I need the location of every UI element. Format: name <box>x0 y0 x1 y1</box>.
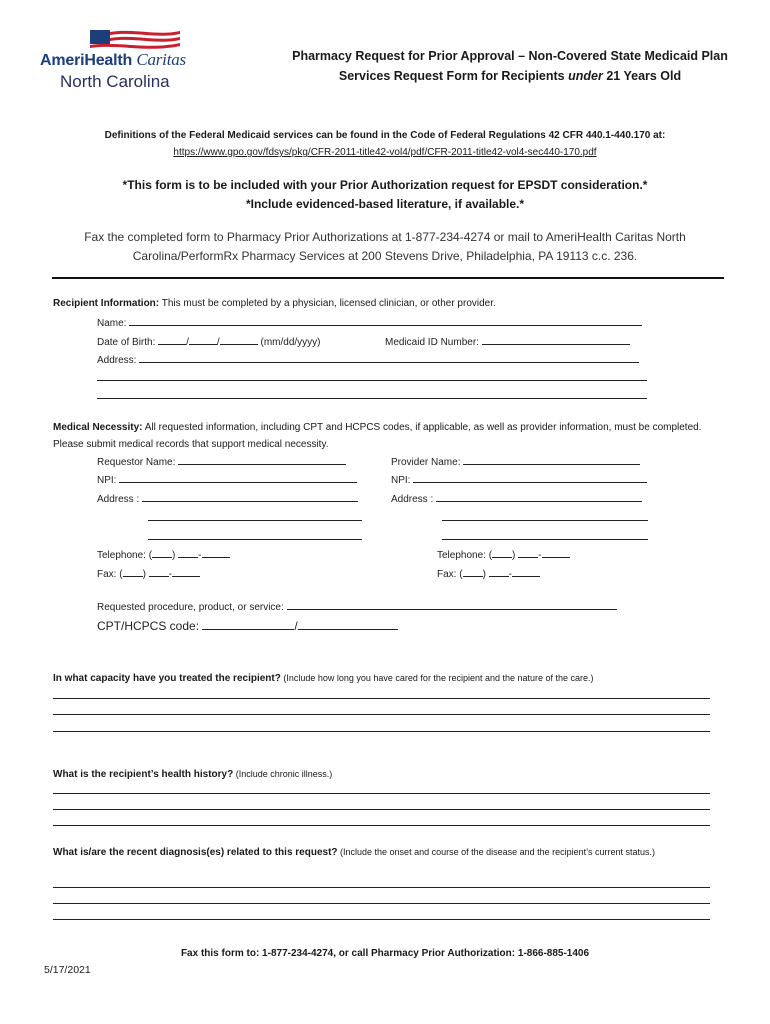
provider-address-field[interactable]: Address : <box>391 490 642 508</box>
medical-necessity-heading: Medical Necessity: All requested information, including CPT and HCPCS codes, if applicable, as well as provider information, must be completed. Please submit medical records that support medical necessity. <box>53 422 702 450</box>
provider-telephone-field[interactable]: Telephone: ( ) - <box>437 546 570 564</box>
recipient-heading: Recipient Information: This must be completed by a physician, licensed clinician, or other provider. <box>53 298 496 309</box>
cfr-link[interactable]: https://www.gpo.gov/fdsys/pkg/CFR-2011-title42-vol4/pdf/CFR-2011-title42-vol4-sec440-170.pdf <box>173 147 597 158</box>
fax-instructions-line-2: Carolina/PerformRx Pharmacy Services at 200 Stevens Drive, Philadelphia, PA 19113 c.c. 236. <box>132 249 638 263</box>
recipient-address-line-2[interactable] <box>97 369 647 387</box>
title-line-2: Services Request Form for Recipients under 21 Years Old <box>338 69 682 83</box>
cpt-hcpcs-field[interactable]: CPT/HCPCS code: / <box>97 618 398 635</box>
form-title <box>250 46 770 86</box>
amerihealth-logo <box>40 26 210 96</box>
form-date: 5/17/2021 <box>44 964 91 976</box>
footer-fax: Fax this form to: 1-877-234-4274, or call Pharmacy Prior Authorization: 1-866-885-1406 <box>180 948 590 959</box>
question-diagnosis: What is/are the recent diagnosis(es) related to this request? (Include the onset and course of the disease and the recipient’s current status.) <box>53 847 656 858</box>
answer-line[interactable] <box>53 919 710 920</box>
flag-icon <box>88 30 182 52</box>
answer-line[interactable] <box>53 714 710 715</box>
question-capacity: In what capacity have you treated the recipient? (Include how long you have cared for the recipient and the nature of the care.) <box>53 673 594 684</box>
answer-line[interactable] <box>53 698 710 699</box>
answer-line[interactable] <box>53 809 710 810</box>
requestor-address-line-3[interactable] <box>148 528 362 546</box>
notice-line-2: *Include evidenced-based literature, if available.* <box>245 197 525 211</box>
brand-main: AmeriHealth <box>40 52 133 69</box>
title-line-1: Pharmacy Request for Prior Approval – Non-Covered State Medicaid Plan <box>292 49 728 63</box>
notice-line-1: *This form is to be included with your Prior Authorization request for EPSDT consideration.* <box>122 178 648 192</box>
fax-instructions <box>40 228 730 266</box>
provider-name-field[interactable]: Provider Name: <box>391 453 640 471</box>
recipient-address-line-3[interactable] <box>97 387 647 405</box>
answer-line[interactable] <box>53 825 710 826</box>
question-health-history: What is the recipient’s health history? (Include chronic illness.) <box>53 769 333 780</box>
medicaid-id-field[interactable]: Medicaid ID Number: <box>385 333 630 351</box>
requestor-address-field[interactable]: Address : <box>97 490 358 508</box>
requested-procedure-field[interactable]: Requested procedure, product, or service: <box>97 598 617 616</box>
provider-address-line-2[interactable] <box>442 509 648 527</box>
provider-npi-field[interactable]: NPI: <box>391 471 647 489</box>
answer-line[interactable] <box>53 887 710 888</box>
dob-field[interactable]: Date of Birth: / / (mm/dd/yyyy) <box>97 333 320 351</box>
brand-name <box>40 50 186 70</box>
recipient-address-field[interactable]: Address: <box>97 351 639 369</box>
requestor-telephone-field[interactable]: Telephone: ( ) - <box>97 546 230 564</box>
brand-region: North Carolina <box>60 72 170 91</box>
fax-instructions-line-1: Fax the completed form to Pharmacy Prior Authorizations at 1-877-234-4274 or mail to AmeriHealth Caritas North <box>84 230 686 244</box>
provider-address-line-3[interactable] <box>442 528 648 546</box>
requestor-address-line-2[interactable] <box>148 509 362 527</box>
answer-line[interactable] <box>53 903 710 904</box>
brand-script: Caritas <box>136 50 186 69</box>
recipient-name-field[interactable]: Name: <box>97 314 642 332</box>
section-divider <box>52 277 724 279</box>
definitions-text: Definitions of the Federal Medicaid services can be found in the Code of Federal Regulations 42 CFR 440.1-440.170 at: <box>104 130 666 141</box>
requestor-fax-field[interactable]: Fax: ( ) - <box>97 565 200 583</box>
answer-line[interactable] <box>53 793 710 794</box>
answer-line[interactable] <box>53 731 710 732</box>
requestor-npi-field[interactable]: NPI: <box>97 471 357 489</box>
epsdt-notice <box>40 176 730 214</box>
requestor-name-field[interactable]: Requestor Name: <box>97 453 346 471</box>
provider-fax-field[interactable]: Fax: ( ) - <box>437 565 540 583</box>
definitions-block <box>40 127 730 161</box>
